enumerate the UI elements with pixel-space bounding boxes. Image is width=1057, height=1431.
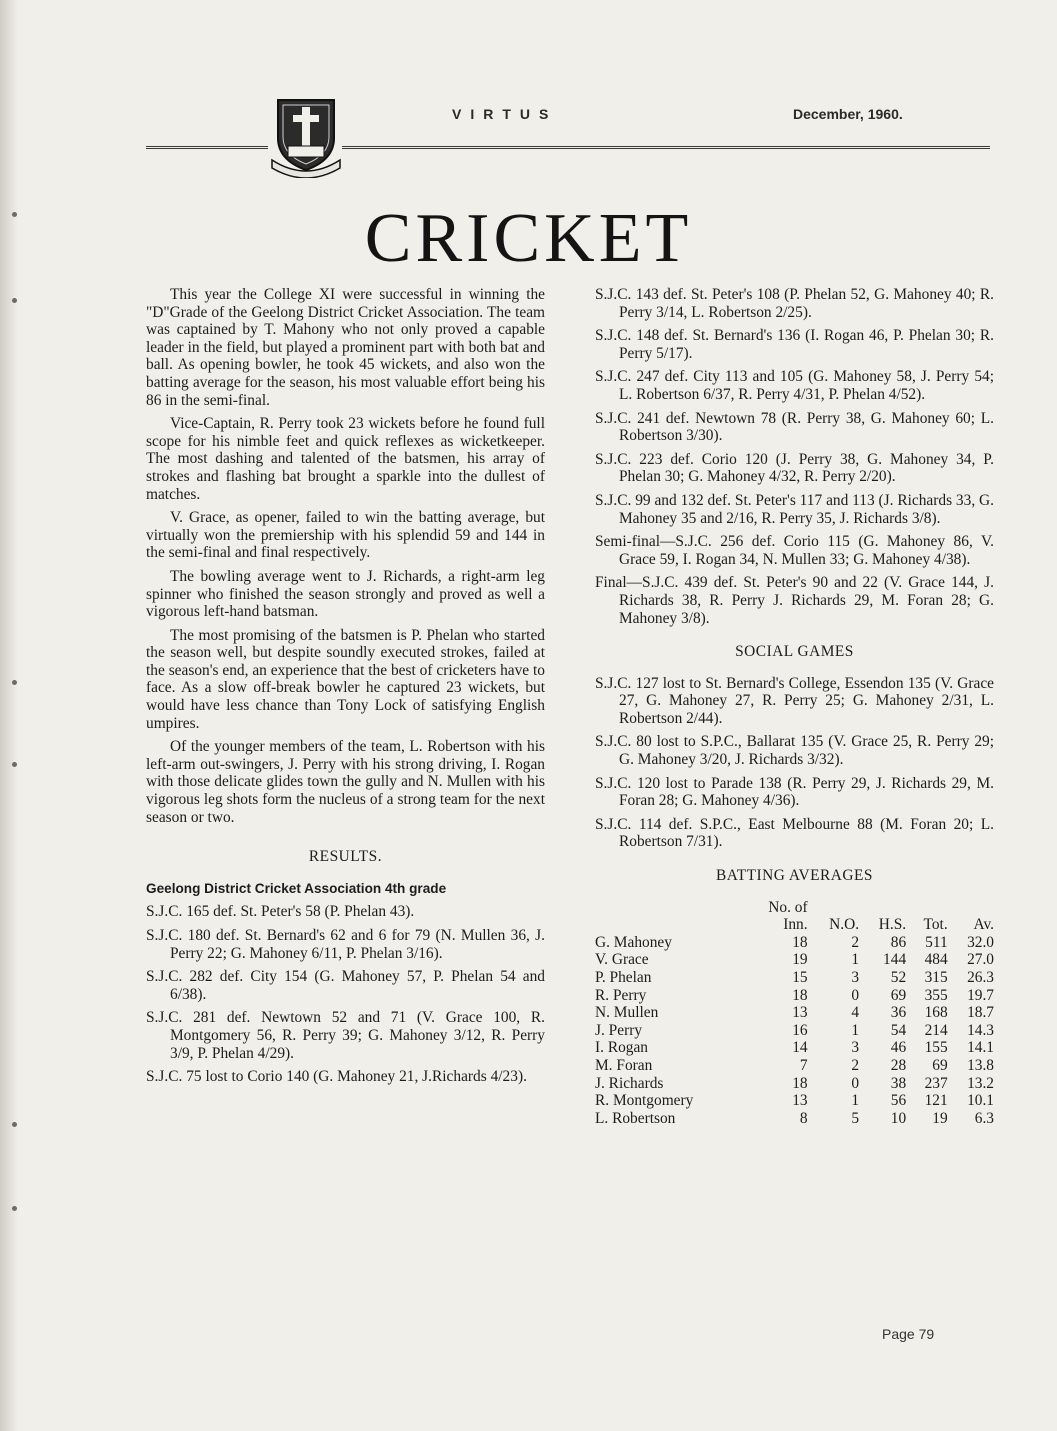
stat-tot: 155	[924, 1039, 948, 1057]
stat-av: 26.3	[967, 969, 994, 986]
stat-tot: 355	[924, 986, 948, 1004]
stat-no: 0	[851, 986, 860, 1004]
stat-inn: 18	[792, 1074, 808, 1092]
table-row	[595, 951, 994, 969]
stat-no: 1	[851, 951, 860, 969]
stat-inn: 16	[792, 1021, 808, 1039]
stat-no: 2	[851, 933, 860, 951]
stat-no: 3	[851, 1039, 860, 1057]
stat-no: 4	[851, 1004, 860, 1022]
player-name: N. Mullen	[595, 1004, 659, 1022]
result-entry: S.J.C. 241 def. Newtown 78 (R. Perry 38, G. Mahoney 60; L. Robertson 3/30).	[595, 409, 994, 445]
binding-mark	[12, 1206, 17, 1211]
result-entry: Semi-final—S.J.C. 256 def. Corio 115 (G. Mahoney 86, V. Grace 59, I. Rogan 34, N. Mullen 33; G. Mahoney 4/38).	[595, 533, 994, 568]
table-row	[595, 934, 994, 952]
table-row	[595, 1092, 994, 1110]
binding-mark	[12, 680, 17, 685]
stat-tot: 315	[924, 969, 948, 986]
college-crest-icon	[270, 94, 342, 178]
header-rule-left	[146, 146, 268, 149]
stat-no: 0	[851, 1074, 860, 1092]
header-rule-right	[342, 146, 990, 149]
stat-av: 13.2	[967, 1074, 994, 1092]
binding-mark	[12, 1122, 17, 1127]
col-header: N.O.	[829, 916, 860, 934]
stat-tot: 214	[924, 1021, 948, 1039]
stat-inn: 14	[792, 1039, 808, 1057]
results-heading: RESULTS.	[308, 848, 383, 866]
player-name: J. Perry	[595, 1021, 643, 1039]
stat-inn: 13	[792, 1092, 808, 1110]
table-row	[595, 1004, 994, 1022]
social-game-entry: S.J.C. 114 def. S.P.C., East Melbourne 88 (M. Foran 20; L. Robertson 7/31).	[595, 815, 994, 851]
col-header: H.S.	[878, 916, 907, 934]
stat-av: 6.3	[974, 1109, 994, 1127]
stat-av: 32.0	[967, 933, 994, 951]
issue-date: December, 1960.	[793, 106, 903, 122]
binding-mark	[12, 762, 17, 767]
stat-hs: 54	[890, 1021, 907, 1039]
stat-tot: 511	[925, 933, 948, 951]
result-entry: S.J.C. 281 def. Newtown 52 and 71 (V. Grace 100, R. Montgomery 56, R. Perry 39; G. Mahoney 3/12, R. Perry 3/9, P. Phelan 4/29).	[146, 1009, 545, 1062]
result-entry: S.J.C. 223 def. Corio 120 (J. Perry 38, G. Mahoney 34, P. Phelan 30; G. Mahoney 4/32, R. Perry 2/20).	[595, 450, 994, 486]
stat-hs: 10	[890, 1109, 907, 1127]
player-name: V. Grace	[595, 951, 649, 969]
page-title: CRICKET	[364, 200, 693, 277]
result-entry: S.J.C. 247 def. City 113 and 105 (G. Mahoney 58, J. Perry 54; L. Robertson 6/37, R. Perry 4/31, P. Phelan 4/52).	[595, 368, 994, 403]
player-name: I. Rogan	[595, 1039, 649, 1057]
table-row	[595, 1022, 994, 1040]
stat-hs: 52	[890, 969, 907, 986]
table-row	[595, 987, 994, 1005]
social-game-entry: S.J.C. 127 lost to St. Bernard's College, Essendon 135 (V. Grace 27, G. Mahoney 27, R. Perry 25; G. Mahoney 2/31, L. Robertson 2/44).	[595, 674, 994, 727]
stat-hs: 56	[890, 1092, 907, 1110]
magazine-name: VIRTUS	[452, 106, 558, 122]
table-row	[595, 1039, 994, 1057]
table-header-row	[595, 916, 994, 934]
stat-no: 5	[851, 1109, 860, 1127]
stat-hs: 36	[890, 1004, 907, 1022]
col-header: Tot.	[923, 916, 948, 934]
result-entry: S.J.C. 148 def. St. Bernard's 136 (I. Rogan 46, P. Phelan 30; R. Perry 5/17).	[595, 327, 994, 362]
result-entry: S.J.C. 75 lost to Corio 140 (G. Mahoney 21, J.Richards 4/23).	[146, 1068, 527, 1086]
stat-inn: 18	[792, 986, 808, 1004]
paragraph: The bowling average went to J. Richards, a right-arm leg spinner who finished the season strongly and proved as well a vigorous left-hand batsman.	[146, 567, 545, 621]
association-heading: Geelong District Cricket Association 4th grade	[146, 880, 447, 896]
stat-no: 1	[851, 1021, 860, 1039]
social-game-entry: S.J.C. 80 lost to S.P.C., Ballarat 135 (V. Grace 25, R. Perry 29; G. Mahoney 3/20, J. Richards 3/32).	[595, 733, 994, 769]
stat-hs: 86	[890, 933, 907, 951]
col-header: Av.	[973, 916, 994, 934]
binding-mark	[12, 298, 17, 303]
stat-inn: 15	[792, 969, 808, 986]
stat-inn: 19	[792, 951, 808, 969]
stat-tot: 121	[924, 1092, 948, 1110]
paragraph: V. Grace, as opener, failed to win the batting average, but virtually won the premiership with his splendid 59 and 144 in the semi-final and final respectively.	[146, 509, 545, 562]
stat-inn: 13	[792, 1004, 808, 1022]
page-number: Page 79	[882, 1326, 935, 1342]
stat-no: 2	[851, 1056, 860, 1074]
player-name: M. Foran	[595, 1056, 653, 1074]
result-entry: S.J.C. 180 def. St. Bernard's 62 and 6 for 79 (N. Mullen 36, J. Perry 22; G. Mahoney 6/11, P. Phelan 3/16).	[146, 927, 545, 962]
social-games-heading: SOCIAL GAMES	[735, 643, 854, 661]
stat-av: 18.7	[967, 1004, 994, 1022]
stat-tot: 69	[932, 1056, 948, 1074]
result-entry: S.J.C. 282 def. City 154 (G. Mahoney 57, P. Phelan 54 and 6/38).	[146, 968, 545, 1003]
stat-inn: 18	[792, 933, 808, 951]
stat-av: 14.1	[967, 1039, 994, 1057]
col-header: Inn.	[783, 916, 808, 934]
social-game-entry: S.J.C. 120 lost to Parade 138 (R. Perry 29, J. Richards 29, M. Foran 28; G. Mahoney 4/36).	[595, 774, 994, 810]
stat-tot: 237	[924, 1074, 948, 1092]
stat-hs: 46	[890, 1039, 907, 1057]
paragraph: Vice-Captain, R. Perry took 23 wickets before he found full scope for his nimble feet and quick reflexes as wicketkeeper. The most dashing and talented of the batsmen, his array of strokes and flashing bat brought a sparkle into the dullest of matches.	[146, 415, 545, 503]
stat-av: 27.0	[967, 951, 994, 969]
result-entry: S.J.C. 165 def. St. Peter's 58 (P. Phelan 43).	[146, 903, 415, 921]
stat-hs: 69	[890, 986, 907, 1004]
player-name: P. Phelan	[595, 969, 652, 986]
batting-averages-table	[595, 899, 994, 1128]
player-name: J. Richards	[595, 1074, 664, 1092]
stat-hs: 28	[890, 1056, 907, 1074]
player-name: R. Perry	[595, 986, 647, 1004]
result-entry: Final—S.J.C. 439 def. St. Peter's 90 and 22 (V. Grace 144, J. Richards 38, R. Perry J. Richards 29, M. Foran 28; G. Mahoney 3/8).	[595, 574, 994, 627]
result-entry: S.J.C. 143 def. St. Peter's 108 (P. Phelan 52, G. Mahoney 40; R. Perry 3/14, L. Robertson 2/25).	[595, 286, 994, 321]
stat-inn: 7	[799, 1056, 808, 1074]
result-entry: S.J.C. 99 and 132 def. St. Peter's 117 and 113 (J. Richards 33, G. Mahoney 35 and 2/16, R. Perry 35, J. Richards 3/8).	[595, 491, 994, 527]
stat-av: 19.7	[967, 986, 994, 1004]
table-row	[595, 969, 994, 987]
paragraph: The most promising of the batsmen is P. Phelan who started the season well, but despite soundly executed strokes, failed at the season's end, an experience that the best of cricketers have to face. As a slow off-break bowler he captured 23 wickets, but would have less chance than Tony Lock of satisfying English umpires.	[146, 626, 545, 732]
player-name: L. Robertson	[595, 1109, 676, 1127]
stat-hs: 144	[883, 951, 907, 969]
stat-inn: 8	[799, 1109, 808, 1127]
stat-av: 10.1	[967, 1092, 994, 1110]
player-name: R. Montgomery	[595, 1092, 694, 1110]
stat-no: 3	[851, 969, 860, 986]
stat-tot: 168	[924, 1004, 948, 1022]
left-column	[146, 286, 545, 1092]
col-header: No. of	[768, 898, 808, 916]
stat-hs: 38	[890, 1074, 907, 1092]
paragraph: This year the College XI were successful in winning the "D"Grade of the Geelong District Cricket Association. The team was captained by T. Mahony who not only proved a capable leader in the field, but played a prominent part with both bat and ball. As opening bowler, he took 45 wickets, and also won the batting average for the season, his most valuable effort being his 86 in the semi-final.	[146, 286, 545, 409]
batting-averages-heading: BATTING AVERAGES	[716, 867, 873, 885]
stat-av: 13.8	[967, 1056, 994, 1074]
table-row	[595, 1075, 994, 1093]
stat-no: 1	[851, 1092, 860, 1110]
stat-tot: 484	[924, 951, 948, 969]
right-column	[595, 286, 994, 1127]
paragraph: Of the younger members of the team, L. Robertson with his left-arm out-swingers, J. Perry with his strong driving, I. Rogan with those delicate glides town the gully and N. Mullen with his vigorous leg shots form the nucleus of a strong team for the next season or two.	[146, 738, 545, 826]
stat-tot: 19	[932, 1109, 948, 1127]
player-name: G. Mahoney	[595, 933, 672, 951]
stat-av: 14.3	[967, 1021, 994, 1039]
table-row	[595, 1110, 994, 1128]
table-header-row	[595, 899, 994, 917]
table-row	[595, 1057, 994, 1075]
